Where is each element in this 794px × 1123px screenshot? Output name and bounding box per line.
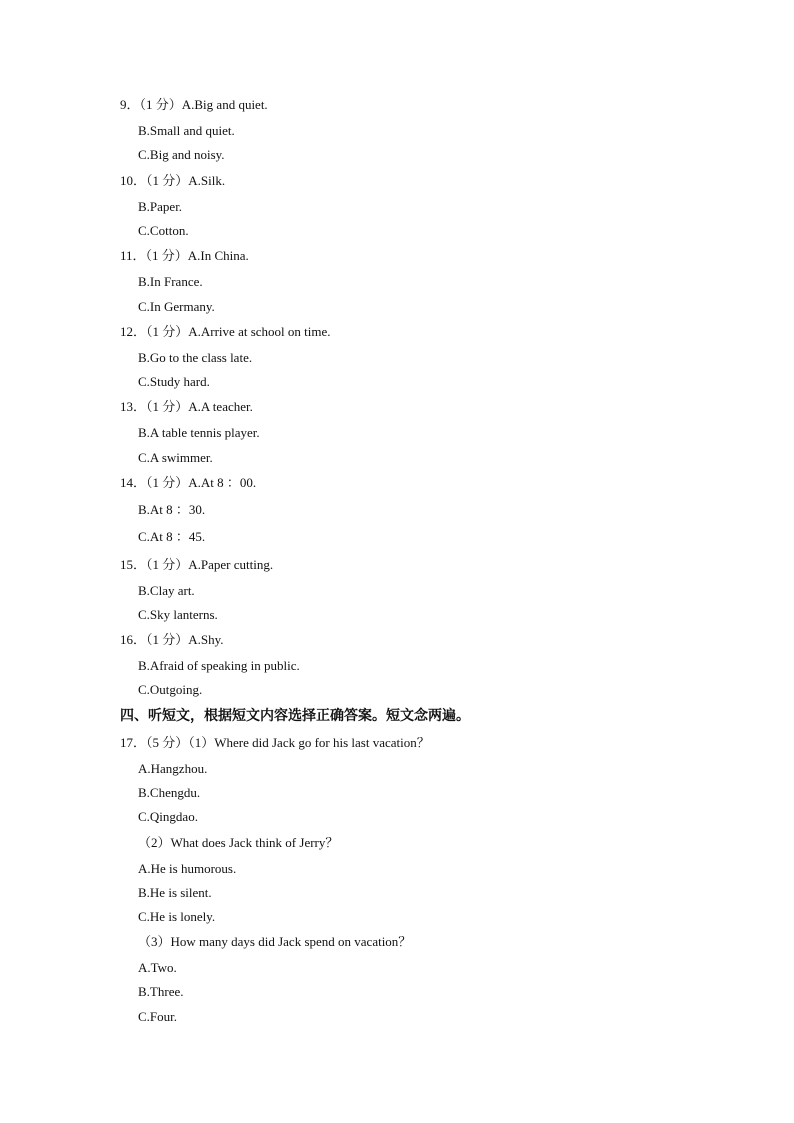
option-17-3b: B.Three. — [138, 984, 184, 999]
question-13: 13．（1 分）A.A teacher. — [120, 399, 253, 414]
option-17-1b: B.Chengdu. — [138, 785, 201, 800]
question-11: 11．（1 分）A.In China. — [120, 248, 249, 263]
option-15c: C.Sky lanterns. — [138, 607, 218, 622]
option-16c: C.Outgoing. — [138, 682, 203, 697]
question-17: 17．（5 分）（1）Where did Jack go for his last vacation？ — [120, 735, 430, 750]
option-14b: B.At 8 ：30. — [138, 502, 206, 517]
question-9: 9．（1 分）A.Big and quiet. — [120, 97, 268, 112]
subquestion-17-3: （3）How many days did Jack spend on vacation？ — [138, 934, 412, 949]
option-17-1a: A.Hangzhou. — [138, 761, 208, 776]
question-15: 15．（1 分）A.Paper cutting. — [120, 557, 274, 572]
option-14c: C.At 8 ：45. — [138, 529, 206, 544]
option-12b: B.Go to the class late. — [138, 350, 253, 365]
section-heading: 四、听短文，根据短文内容选择正确答案。短文念两遍。 — [120, 708, 470, 724]
option-9b: B.Small and quiet. — [138, 123, 235, 138]
option-17-2b: B.He is silent. — [138, 885, 212, 900]
option-13c: C.A swimmer. — [138, 450, 213, 465]
option-17-2a: A.He is humorous. — [138, 861, 237, 876]
option-11b: B.In France. — [138, 274, 203, 289]
option-16b: B.Afraid of speaking in public. — [138, 658, 300, 673]
option-10b: B.Paper. — [138, 199, 183, 214]
question-16: 16．（1 分）A.Shy. — [120, 632, 224, 647]
question-10: 10．（1 分）A.Silk. — [120, 173, 226, 188]
question-14: 14．（1 分）A.At 8 ：00. — [120, 475, 257, 490]
option-10c: C.Cotton. — [138, 223, 189, 238]
option-17-1c: C.Qingdao. — [138, 809, 198, 824]
option-11c: C.In Germany. — [138, 299, 215, 314]
option-17-3a: A.Two. — [138, 960, 177, 975]
option-13b: B.A table tennis player. — [138, 425, 260, 440]
question-12: 12．（1 分）A.Arrive at school on time. — [120, 324, 331, 339]
option-12c: C.Study hard. — [138, 374, 210, 389]
option-9c: C.Big and noisy. — [138, 147, 225, 162]
option-15b: B.Clay art. — [138, 583, 195, 598]
option-17-3c: C.Four. — [138, 1009, 178, 1024]
subquestion-17-2: （2）What does Jack think of Jerry？ — [138, 835, 339, 850]
option-17-2c: C.He is lonely. — [138, 909, 216, 924]
